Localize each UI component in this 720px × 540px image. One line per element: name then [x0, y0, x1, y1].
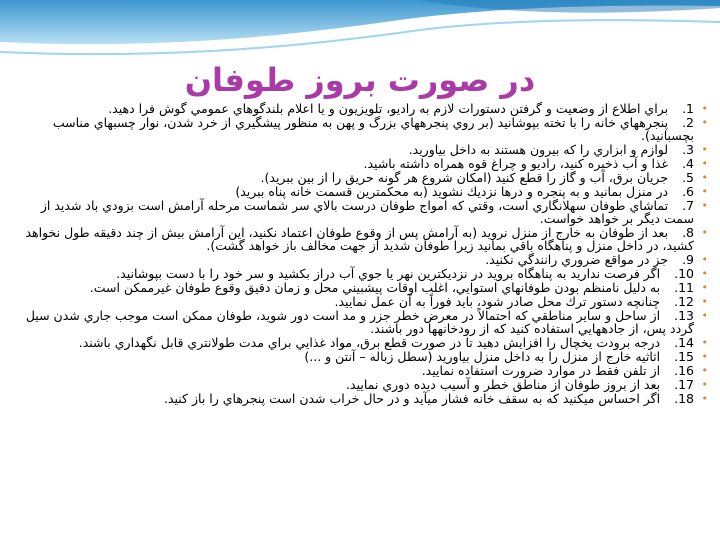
bullet-icon: • [701, 226, 708, 239]
list-item [8, 157, 710, 170]
item-text: بعد از طوفان به خارج از منزل نرويد (به آرامش پس از وقوع طوفان اعتماد نكنيد، اين آرامش بيش از چند دقيقه طول نخواهد كشيد، در داخل منزل و پناهگاه باقي بمانيد زيرا طوفان شديد از جهت مخالف باز خواهد گشت). [25, 225, 694, 253]
item-text: غذا و آب ذخيره كنيد، راديو و چراغ قوه همراه داشته باشيد. [363, 156, 669, 171]
item-number: 8. [682, 225, 694, 240]
item-number: 9. [682, 252, 694, 267]
item-number: 14. [674, 335, 694, 350]
bullet-icon: • [701, 171, 708, 184]
item-text: لوازم و ابزاري را كه بيرون هستند به داخل بياوريد. [408, 142, 669, 157]
item-text: بعد از بروز طوفان از مناطق خطر و آسيب ديده دوري نماييد. [346, 377, 661, 392]
instruction-list [8, 102, 710, 406]
bullet-icon: • [701, 267, 708, 280]
item-number: 4. [682, 156, 694, 171]
item-text: براي اطلاع از وضعيت و گرفتن دستورات لازم به راديو، تلويزيون و يا اعلام بلندگوهاي عمومي گوش فرا دهيد. [108, 101, 669, 116]
list-item [8, 267, 710, 280]
list-item [8, 281, 710, 294]
list-item [8, 295, 710, 308]
item-number: 6. [682, 184, 694, 199]
item-number: 10. [674, 266, 694, 281]
bullet-icon: • [701, 295, 708, 308]
bullet-icon: • [701, 364, 708, 377]
item-text: به دليل نامنظم بودن طوفانهاي استوايي، اغلب اوقات پيشبيني محل و زمان دقيق وقوع طوفان غيرممكن است. [89, 280, 661, 295]
item-text: چنانچه دستور ترك محل صادر شود، بايد فوراً به آن عمل نماييد. [334, 294, 661, 309]
item-number: 18. [674, 391, 694, 406]
item-text: پنجرههاي خانه را با تخته بپوشانيد (بر روي پنجرههاي بزرگ و پهن به منظور پيشگيري از خرد شدن، نوار چسبهاي مناسب بچسبانيد). [52, 115, 694, 143]
item-number: 11. [674, 280, 694, 295]
list-item [8, 336, 710, 349]
item-text: اثاثيه خارج از منزل را به داخل منزل بياوريد (سطل زباله – آنتن و ...) [304, 349, 661, 364]
bullet-icon: • [701, 157, 708, 170]
item-number: 2. [682, 115, 694, 130]
bullet-icon: • [701, 392, 708, 405]
list-item [8, 102, 710, 115]
item-number: 3. [682, 142, 694, 157]
list-item [8, 392, 710, 405]
item-number: 17. [674, 377, 694, 392]
list-item [8, 171, 710, 184]
item-text: از ساحل و ساير مناطقي كه احتمالاً در معرض خطر جزر و مد است دور شويد، طوفان ممكن است موجب جاري شدن سيل گردد پس، از جادههايي استفاده كنيد كه از رودخانهها دور باشند. [25, 308, 694, 336]
bullet-icon: • [701, 336, 708, 349]
item-number: 7. [682, 198, 694, 213]
list-item [8, 185, 710, 198]
list-item [8, 199, 710, 225]
bullet-icon: • [701, 350, 708, 363]
list-item [8, 253, 710, 266]
bullet-icon: • [701, 199, 708, 212]
list-item [8, 116, 710, 142]
item-number: 13. [674, 308, 694, 323]
item-number: 5. [682, 170, 694, 185]
item-text: جز در مواقع ضروري رانندگي نكنيد. [485, 252, 669, 267]
bullet-icon: • [701, 102, 708, 115]
bullet-icon: • [701, 253, 708, 266]
list-item [8, 350, 710, 363]
item-number: 15. [674, 349, 694, 364]
list-item [8, 309, 710, 335]
list-item [8, 226, 710, 252]
list-item [8, 364, 710, 377]
bullet-icon: • [701, 378, 708, 391]
bullet-icon: • [701, 143, 708, 156]
bullet-icon: • [701, 309, 708, 322]
slide-title: در صورت بروز طوفان [184, 61, 536, 99]
item-number: 1. [682, 101, 694, 116]
item-number: 16. [674, 363, 694, 378]
item-number: 12. [674, 294, 694, 309]
bullet-icon: • [701, 281, 708, 294]
item-text: تماشاي طوفان سهلانگاري است، وقتي كه امواج طوفان درست بالاي سر شماست مرحله آرامش است بزودي باد شديد از سمت ديگر بر خواهد خواست. [40, 198, 694, 226]
item-text: از تلفن فقط در موارد ضرورت استفاده نماييد. [421, 363, 661, 378]
item-text: درجه برودت يخچال را افزايش دهيد تا در صورت قطع برق، مواد غذايي براي مدت طولانتري قابل نگهداري باشند. [78, 335, 661, 350]
item-text: اگر احساس ميكنيد كه به سقف خانه فشار ميآيد و در حال خراب شدن است پنجرهاي را باز كنيد. [163, 391, 661, 406]
item-text: در منزل بمانيد و به پنجره و درها نزديك نشويد (به محكمترين قسمت خانه پناه ببريد) [235, 184, 669, 199]
list-item [8, 378, 710, 391]
bullet-icon: • [701, 185, 708, 198]
item-text: اگر فرصت نداريد به پناهگاه برويد در نزديكترين نهر يا جوي آب دراز بكشيد و سر خود را با دست بپوشانيد. [116, 266, 661, 281]
list-item [8, 143, 710, 156]
bullet-icon: • [701, 116, 708, 129]
item-text: جريان برق، آب و گاز را قطع كنيد (امكان شروع هر گونه حريق را از بين ببريد). [260, 170, 669, 185]
